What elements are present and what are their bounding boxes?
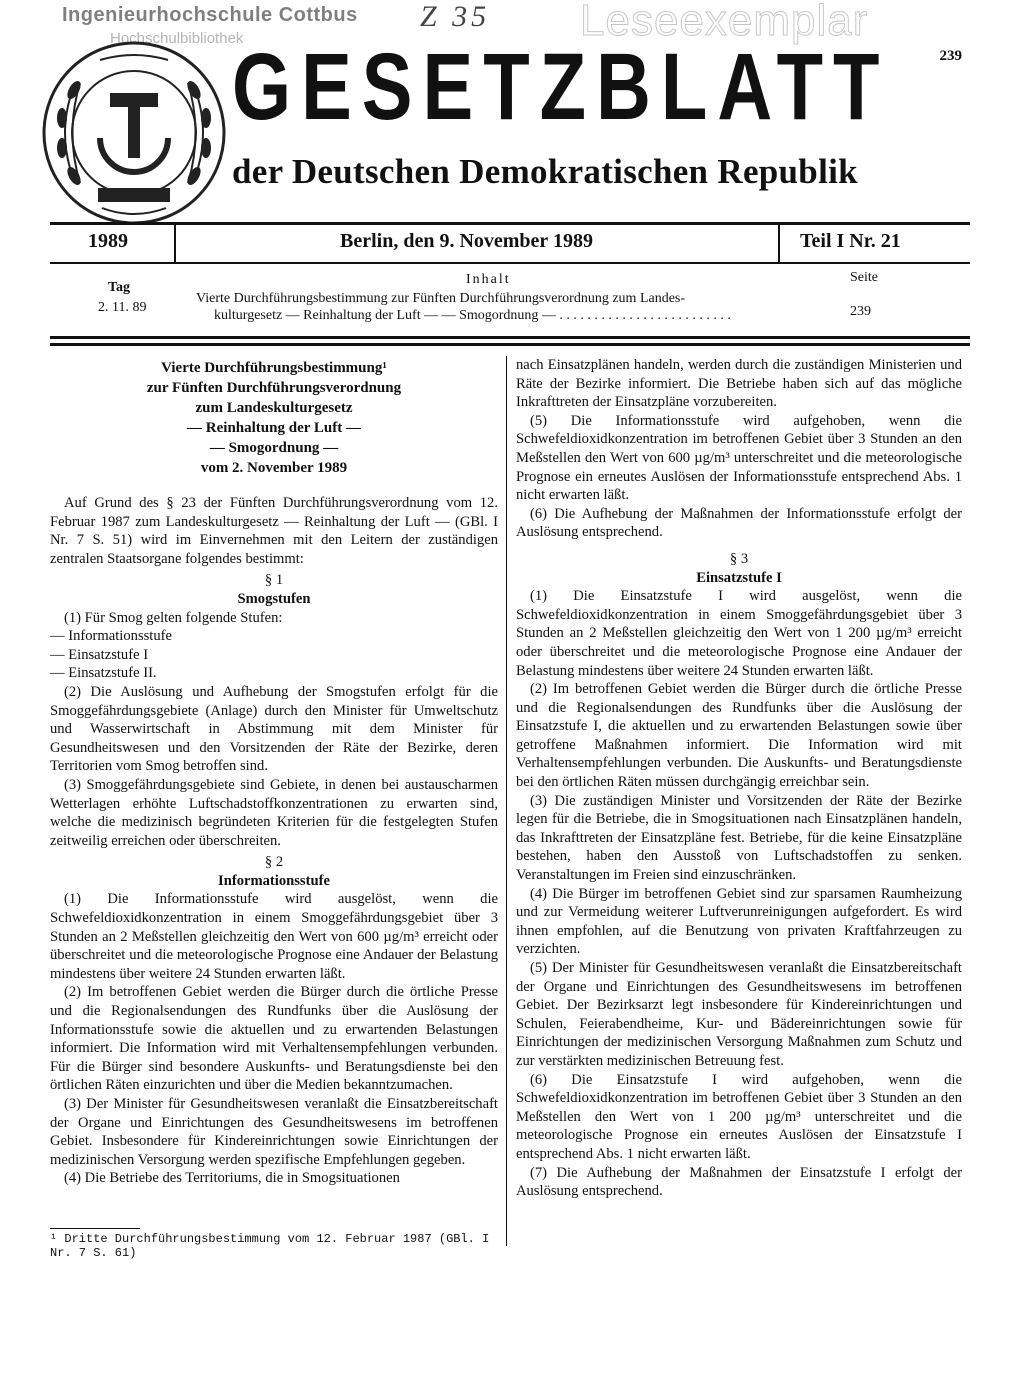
toc-header-day: Tag xyxy=(108,280,131,295)
paragraph: (7) Die Aufhebung der Maßnahmen der Einsatzstufe I erfolgt der Auslösung entsprechend. xyxy=(516,1164,962,1200)
title-line: — Reinhaltung der Luft — xyxy=(187,420,361,436)
toc-rule-1 xyxy=(50,336,970,339)
title-line: zum Landeskulturgesetz xyxy=(195,400,353,416)
section-title: Informationsstufe xyxy=(218,872,330,889)
masthead-subtitle: der Deutschen Demokratischen Republik xyxy=(232,152,858,191)
paragraph: (1) Die Einsatzstufe I wird ausgelöst, wenn die Schwefeldioxidkonzentration in einem Smoggefährdungsgebiet über 3 Stunden an 2 Meßstellen gleichzeitig den Wert von 1 200 µg/m³ erreicht oder überschreitet und die meteorologische Prognose eine Andauer der Belastung mindestens über weitere 24 Stunden erwarten läßt. xyxy=(516,588,962,679)
paragraph: (3) Die zuständigen Minister und Vorsitzenden der Räte der Bezirke legen für die Betriebe, die in Smogsituationen nach Einsatzplänen handeln, das Inkrafttreten der Einsatzpläne fest. Betriebe, für die keine Einsatzpläne bestehen, haben den Ausstoß von Luftschadstoffen zu senken. Veranstaltungen im Freien sind einzuschränken. xyxy=(516,792,962,884)
paragraph: (3) Der Minister für Gesundheitswesen veranlaßt die Einsatzbereitschaft der Organe und Einrichtungen des Gesundheitswesens im betroffenen Gebiet. Insbesondere für Kindereinrichtungen sowie Einrichtungen der medizinischen Versorgung werden spezifische Empfehlungen gegeben. xyxy=(50,1096,498,1168)
paragraph: (1) Für Smog gelten folgende Stufen: xyxy=(64,609,283,626)
list-item: — Einsatzstufe I xyxy=(50,646,149,663)
paragraph: (5) Der Minister für Gesundheitswesen veranlaßt die Einsatzbereitschaft der Organe und Einrichtungen des Gesundheitswesens im betroffenen Gebiet. Der Bezirksarzt legt insbesondere für Kindereinrichtungen und Schulen, Feierabendheime, Kur- und Bädereinrichtungen sowie für Einrichtungen der medizinischen Versorgung Maßnahmen zum Schutz und zur verstärkten medizinischen Betreuung fest. xyxy=(516,960,962,1069)
handwritten-note: Z 35 xyxy=(420,0,491,33)
state-emblem-icon xyxy=(40,38,228,228)
left-column xyxy=(50,358,498,1188)
section-title: Smogstufen xyxy=(237,590,311,607)
library-stamp: Ingenieurhochschule Cottbus xyxy=(62,4,358,26)
ordinance-title xyxy=(50,358,498,478)
paragraph: (2) Im betroffenen Gebiet werden die Bürger durch die örtliche Presse und die Regionalsendungen des Rundfunks über die Auslösung der Einsatzstufe I, die aktuellen und zu erwartenden Belastungen sowie über getroffene Maßnahmen informiert. Die Information wird mit Verhaltensempfehlungen verbunden. Die Auskunfts- und Beratungsdienste bei den örtlichen Räten müssen durchgängig erreichbar sein. xyxy=(516,681,962,791)
paragraph: nach Einsatzplänen handeln, werden durch die zuständigen Ministerien und Räte der Bezirke informiert. Die Betriebe haben sich auf das mögliche Inkrafttreten der Einsatzpläne vorzubereiten. xyxy=(516,357,962,411)
title-line: — Smogordnung — xyxy=(209,440,339,456)
paragraph: (5) Die Informationsstufe wird aufgehoben, wenn die Schwefeldioxidkonzentration im betroffenen Gebiet über 3 Stunden an den Meßstellen den Wert von 600 µg/m³ unterschreitet und die meteorologische Prognose ein erneutes Auslösen der Informationsstufe entsprechend Abs. 1 nicht erwarten läßt. xyxy=(516,412,962,504)
paragraph: (6) Die Einsatzstufe I wird aufgehoben, wenn die Schwefeldioxidkonzentration im betroffenen Gebiet über 3 Stunden an den Meßstellen den Wert von 1 200 µg/m³ unterschreitet und die meteorologische Prognose ein erneutes Auslösen der Einsatzstufe I entsprechend Abs. 1 nicht erwarten läßt. xyxy=(516,1071,962,1162)
title-line: vom 2. November 1989 xyxy=(200,460,348,476)
toc-entry-day: 2. 11. 89 xyxy=(98,300,147,315)
toc-rule-2 xyxy=(50,343,970,346)
paragraph: (2) Im betroffenen Gebiet werden die Bürger durch die örtliche Presse und die Regionalsendungen des Rundfunks über die Auslösung der Informationsstufe sowie die aktuellen und zu erwartenden Belastungen informiert. Die Information wird mit Verhaltensempfehlungen verbunden. Für die Bürger sind besondere Auskunfts- und Beratungsdienste bei den örtlichen Räten einzurichten und über die Medien bekanntzumachen. xyxy=(50,984,498,1094)
masthead-title: GESETZBLATT xyxy=(232,33,890,140)
section-number: § 2 xyxy=(264,854,284,871)
header-divider-2 xyxy=(778,222,780,264)
issue-year: 1989 xyxy=(88,230,128,252)
library-stamp-subline: Hochschulbibliothek xyxy=(110,30,244,47)
paragraph: (1) Die Informationsstufe wird ausgelöst, wenn die Schwefeldioxidkonzentration in einem Smoggefährdungsgebiet über 3 Stunden an 2 Meßstellen gleichzeitig den Wert von 600 µg/m³ erreicht oder überschreitet und die meteorologische Prognose eine Andauer der Belastung mindestens über weitere 24 Stunden erwarten läßt. xyxy=(50,891,498,982)
section-number: § 3 xyxy=(729,550,749,567)
title-line: zur Fünften Durchführungsverordnung xyxy=(146,380,402,396)
paragraph: (4) Die Bürger im betroffenen Gebiet sind zur sparsamen Raumheizung und zur Vermeidung weiterer Luftverunreinigungen aufgefordert. Es wird ihnen empfohlen, auf die Benutzung von privaten Kraftfahrzeugen zu verzichten. xyxy=(516,885,962,958)
preamble: Auf Grund des § 23 der Fünften Durchführungsverordnung vom 12. Februar 1987 zum Landeskulturgesetz — Reinhaltung der Luft — (GBl. I Nr. 7 S. 51) wird im Einvernehmen mit den Leitern der zuständigen zentralen Staatsorgane folgendes bestimmt: xyxy=(50,495,498,567)
footnote: ¹ Dritte Durchführungsbestimmung vom 12. Februar 1987 (GBl. I Nr. 7 S. 61) xyxy=(50,1232,490,1260)
right-column xyxy=(516,356,962,1201)
copy-stamp: Leseexemplar xyxy=(580,0,869,45)
title-line: Vierte Durchführungsbestimmung¹ xyxy=(161,360,387,376)
toc-header-content: Inhalt xyxy=(466,272,511,287)
header-divider-1 xyxy=(174,222,176,264)
section-title: Einsatzstufe I xyxy=(696,569,782,586)
toc-entry-line2: kulturgesetz — Reinhaltung der Luft — — Smogordnung — . . . . . . . . . . . . . . . . . . . . . . . . . xyxy=(214,308,731,323)
toc-entry-line1: Vierte Durchführungsbestimmung zur Fünften Durchführungsverordnung zum Landes- xyxy=(196,291,686,306)
header-rule-top xyxy=(50,222,970,225)
paragraph: (4) Die Betriebe des Territoriums, die in Smogsituationen xyxy=(64,1170,400,1187)
header-rule-bottom xyxy=(50,262,970,264)
toc-entry-page: 239 xyxy=(850,304,871,319)
list-item: — Informationsstufe xyxy=(50,628,172,645)
issue-part: Teil I Nr. 21 xyxy=(800,230,901,252)
toc-header-page: Seite xyxy=(850,270,878,285)
list-item: — Einsatzstufe II. xyxy=(50,665,157,682)
paragraph: (6) Die Aufhebung der Maßnahmen der Informationsstufe erfolgt der Auslösung entsprechend. xyxy=(516,505,962,541)
page-number: 239 xyxy=(939,48,962,64)
paragraph: (2) Die Auslösung und Aufhebung der Smogstufen erfolgt für die Smoggefährdungsgebiete (Anlage) durch den Minister für Umweltschutz und Wasserwirtschaft in Abstimmung mit dem Minister für Gesundheitswesen und den Vorsitzenden der Räte der Bezirke, deren Territorien vom Smog betroffen sind. xyxy=(50,683,498,775)
footnote-rule xyxy=(50,1228,140,1229)
section-number: § 1 xyxy=(264,572,284,589)
issue-date: Berlin, den 9. November 1989 xyxy=(340,230,593,252)
column-divider xyxy=(506,356,507,1246)
paragraph: (3) Smoggefährdungsgebiete sind Gebiete, in denen bei austauscharmen Wetterlagen erhöhte Luftschadstoffkonzentrationen zu erwarten sind, welche die medizinisch begründeten Kriterien für die festgelegten Stufen zeitweilig erreichen oder überschreiten. xyxy=(50,776,498,849)
